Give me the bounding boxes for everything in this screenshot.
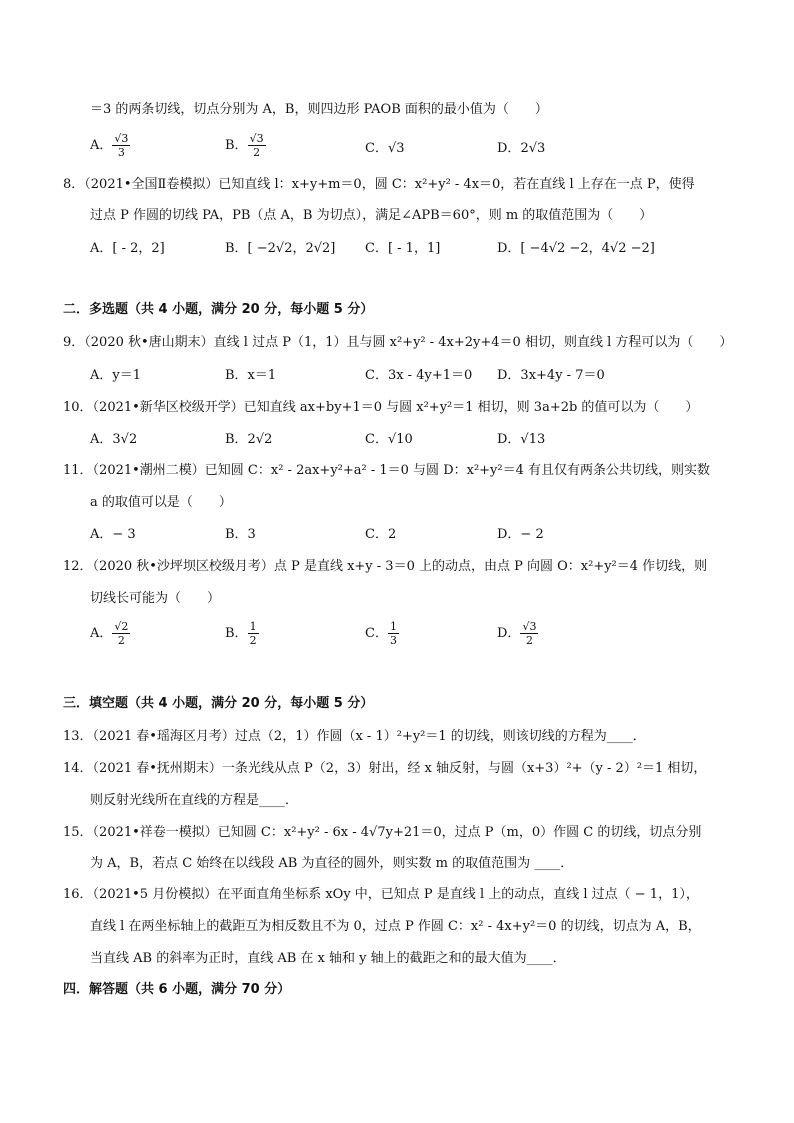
q12-stem-line-2: 切线长可能为（ ） (90, 591, 221, 606)
section-heading-fill-in: 三．填空题（共 4 小题，满分 20 分，每小题 5 分） (63, 696, 374, 711)
q10-option-a[interactable]: A．3√2 (90, 432, 138, 447)
fraction-denominator: 3 (117, 146, 125, 159)
q8-option-c[interactable]: C．[ - 1，1] (365, 241, 441, 256)
q9-option-c[interactable]: C．3x - 4y+1＝0 (365, 368, 473, 383)
fraction-denominator: 2 (525, 634, 533, 647)
q7-stem-line: ＝3 的两条切线，切点分别为 A，B，则四边形 PAOB 面积的最小值为（ ） (90, 102, 548, 117)
q11-stem-line-1: 11．（2021•潮州二模）已知圆 C：x² - 2ax+y²+a² - 1＝0 与圆 D：x²+y²＝4 有且仅有两条公共切线，则实数 (63, 463, 711, 478)
fraction-denominator: 2 (249, 634, 257, 647)
option-label: B． (225, 138, 248, 153)
q8-option-b[interactable]: B．[ −2√2，2√2] (225, 241, 336, 256)
q16-stem-line-2: 直线 l 在两坐标轴上的截距互为相反数且不为 0，过点 P 作圆 C：x² - 4x+y²＝0 的切线，切点为 A，B， (90, 919, 701, 934)
q8-option-a[interactable]: A．[ - 2，2] (90, 241, 165, 256)
section-heading-answer: 四．解答题（共 6 小题，满分 70 分） (63, 982, 291, 997)
q14-stem-line-2: 则反射光线所在直线的方程是____． (90, 793, 299, 808)
fraction-denominator: 3 (389, 634, 397, 647)
q11-stem-line-2: a 的取值可以是（ ） (90, 495, 232, 510)
q12-option-a[interactable] (90, 620, 130, 647)
q7-option-a[interactable] (90, 132, 130, 159)
fraction-numerator: 1 (389, 620, 397, 633)
q13-stem-line-1: 13．（2021 春•瑶海区月考）过点（2，1）作圆（x - 1）²+y²＝1 的切线，则该切线的方程为____． (63, 729, 646, 744)
section-heading-multi-choice: 二．多选题（共 4 小题，满分 20 分，每小题 5 分） (63, 302, 374, 317)
q11-option-a[interactable]: A．− 3 (90, 527, 136, 542)
q15-stem-line-1: 15．（2021•祥卷一模拟）已知圆 C：x²+y² - 6x - 4√7y+21＝0，过点 P（m，0）作圆 C 的切线，切点分别 (63, 825, 702, 840)
option-text: 2√3 (520, 141, 546, 156)
q8-stem-line-1: 8．（2021•全国Ⅱ卷模拟）已知直线 l：x+y+m＝0，圆 C：x²+y² - 4x＝0，若在直线 l 上存在一点 P，使得 (63, 177, 695, 192)
option-label: C． (365, 626, 388, 641)
q16-stem-line-1: 16．（2021•5 月份模拟）在平面直角坐标系 xOy 中，已知点 P 是直线 l 上的动点，直线 l 过点（ − 1，1）， (63, 887, 699, 902)
fraction-denominator: 2 (253, 146, 261, 159)
q8-option-d[interactable]: D．[ −4√2 −2，4√2 −2] (497, 241, 655, 256)
fraction-numerator: 1 (249, 620, 257, 633)
fraction-numerator: √3 (249, 132, 264, 145)
fraction-numerator: √3 (522, 620, 537, 633)
q11-option-c[interactable]: C．2 (365, 527, 397, 542)
q9-option-d[interactable]: D．3x+4y - 7＝0 (497, 368, 605, 383)
q11-option-d[interactable]: D．− 2 (497, 527, 544, 542)
option-label: D． (497, 141, 521, 156)
q12-option-d[interactable] (497, 620, 538, 647)
fraction (112, 620, 130, 647)
q10-option-d[interactable]: D．√13 (497, 432, 546, 447)
option-label: A． (90, 626, 113, 641)
q16-stem-line-3: 当直线 AB 的斜率为正时，直线 AB 在 x 轴和 y 轴上的截距之和的最大值为____． (90, 951, 566, 966)
q14-stem-line-1: 14．（2021 春•抚州期末）一条光线从点 P（2，3）射出，经 x 轴反射，与圆（x+3）²+（y - 2）²＝1 相切， (63, 761, 707, 776)
q15-stem-line-2: 为 A，B，若点 C 始终在以线段 AB 为直径的圆外，则实数 m 的取值范围为 ____． (90, 856, 574, 871)
q12-stem-line-1: 12．（2020 秋•沙坪坝区校级月考）点 P 是直线 x+y - 3＝0 上的动点，由点 P 向圆 O：x²+y²＝4 作切线，则 (63, 559, 708, 574)
fraction-denominator: 2 (117, 634, 125, 647)
q8-stem-line-2: 过点 P 作圆的切线 PA，PB（点 A，B 为切点），满足∠APB＝60°，则 m 的取值范围为（ ） (90, 208, 653, 223)
option-label: C． (365, 141, 388, 156)
q10-option-c[interactable]: C．√10 (365, 432, 413, 447)
option-text: √3 (387, 141, 405, 156)
q7-option-b[interactable] (225, 132, 266, 159)
fraction-numerator: √2 (114, 620, 129, 633)
fraction (248, 132, 266, 159)
q9-option-a[interactable]: A．y＝1 (90, 368, 142, 383)
fraction (520, 620, 538, 647)
q11-option-b[interactable]: B．3 (225, 527, 256, 542)
q9-option-b[interactable]: B．x＝1 (225, 368, 277, 383)
fraction-numerator: √3 (114, 132, 129, 145)
q7-option-d[interactable] (497, 140, 545, 158)
q7-option-c[interactable] (365, 140, 405, 158)
q10-stem-line-1: 10．（2021•新华区校级开学）已知直线 ax+by+1＝0 与圆 x²+y²＝1 相切，则 3a+2b 的值可以为（ ） (63, 400, 699, 415)
q10-option-b[interactable]: B．2√2 (225, 432, 273, 447)
fraction (248, 620, 259, 647)
option-label: A． (90, 138, 113, 153)
fraction (112, 132, 130, 159)
option-label: D． (497, 626, 521, 641)
q9-stem-line-1: 9．（2020 秋•唐山期末）直线 l 过点 P（1，1）且与圆 x²+y² - 4x+2y+4＝0 相切，则直线 l 方程可以为（ ） (63, 335, 733, 350)
q12-option-c[interactable] (365, 620, 399, 647)
q12-option-b[interactable] (225, 620, 259, 647)
fraction (388, 620, 399, 647)
option-label: B． (225, 626, 248, 641)
